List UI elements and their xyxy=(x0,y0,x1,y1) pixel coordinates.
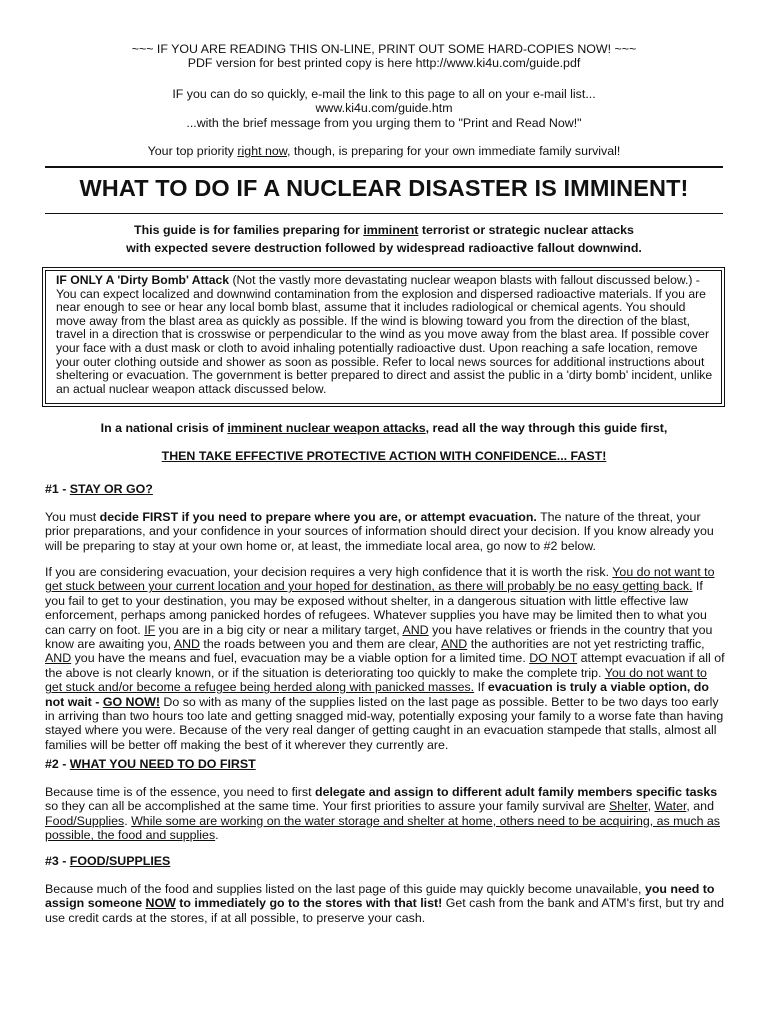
section-2-paragraph: Because time is of the essence, you need to first delegate and assign to different adult family members specific tasks so they can all be accomplished at the same time. Your first priorities to assure your family survival are Shelter, Water, and Food/Supplies. While some are working on the water storage and shelter at home, others need to be acquiring, as much as possible, the food and supplies. xyxy=(45,785,720,843)
intro-text: This guide is for families preparing for imminent terrorist or strategic nuclear attacks with expected severe destruction followed by widespread radioactive fallout downwind. xyxy=(126,223,642,255)
then-take-action-line: THEN TAKE EFFECTIVE PROTECTIVE ACTION WITH CONFIDENCE... FAST! xyxy=(161,449,607,463)
pdf-link-line: PDF version for best printed copy is here http://www.ki4u.com/guide.pdf xyxy=(187,56,581,71)
section-3-heading: #3 - FOOD/SUPPLIES xyxy=(45,854,171,868)
dirty-bomb-text: (Not the vastly more devastating nuclear weapon blasts with fallout discussed below.) - You can expect localized and downwind contamination from the explosion and dispersed radioactive materials. If you are near enough to see or hear any local bomb blast, assume that it includes radiological or chemical agents. You should move away from the blast area as quickly as possible. If the wind is blowing toward you from the direction of the blast, travel in a direction that is crosswise or perpendicular to the wind as you move away from the blast area. If possible cover your face with a dust mask or cloth to avoid inhaling potentially radioactive dust. Upon reaching a safe location, remove your outer clothing outside and shower as soon as possible. Refer to local news sources for additional instructions about sheltering or evacuation. The government is better prepared to direct and assist the public in a 'dirty bomb' incident, unlike an actual nuclear weapon attack discussed below. xyxy=(56,273,713,396)
dirty-bomb-lead: IF ONLY A 'Dirty Bomb' Attack xyxy=(56,273,230,287)
right-now-text: right now xyxy=(237,144,288,158)
message-line: ...with the brief message from you urging them to "Print and Read Now!" xyxy=(186,115,582,130)
header-notice xyxy=(0,42,768,71)
priority-line: Your top priority right now, though, is preparing for your own immediate family survival! xyxy=(147,144,621,158)
print-notice: ~~~ IF YOU ARE READING THIS ON-LINE, PRINT OUT SOME HARD-COPIES NOW! ~~~ xyxy=(131,42,637,56)
title-top-rule xyxy=(45,166,723,168)
section-1-paragraph-1: You must decide FIRST if you need to prepare where you are, or attempt evacuation. The nature of the threat, your prior preparations, and your confidence in your sources of information should direct your decision. If you know already you will be preparing to stay at your own home or, at least, the immediate local area, go now to #2 below. xyxy=(45,510,714,553)
section-3-paragraph: Because much of the food and supplies listed on the last page of this guide may quickly become unavailable, you need to assign someone NOW to immediately go to the stores with that list! Get cash from the bank and ATM's first, but try and use credit cards at the stores, if at all possible, to preserve your cash. xyxy=(45,882,725,925)
crisis-line: In a national crisis of imminent nuclear weapon attacks, read all the way through this guide first, xyxy=(100,421,668,435)
email-line: IF you can do so quickly, e-mail the link to this page to all on your e-mail list... xyxy=(172,87,596,101)
title-bottom-rule xyxy=(45,213,723,214)
section-2-heading: #2 - WHAT YOU NEED TO DO FIRST xyxy=(45,757,256,771)
page-title: WHAT TO DO IF A NUCLEAR DISASTER IS IMMINENT! xyxy=(79,175,689,201)
section-1-paragraph-2: If you are considering evacuation, your decision requires a very high confidence that it is worth the risk. You do not want to get stuck between your current location and your hoped for destination, as there will probably be no easy getting back. If you fail to get to your destination, you may be exposed without shelter, in a dangerous situation with little effective law enforcement, perhaps among panicked hordes of refugees. Whatever supplies you have may be limited then to what you can carry on foot. IF you are in a big city or near a military target, AND you have relatives or friends in the country that you know are awaiting you, AND the roads between you and them are clear, AND the authorities are not yet restricting traffic, AND you have the means and fuel, evacuation may be a viable option for a limited time. DO NOT attempt evacuation if all of the above is not clearly known, or if the situation is deteriorating too quickly to make the complete trip. You do not want to get stuck and/or become a refugee being herded along with panicked masses. If evacuation is truly a viable option, do not wait - GO NOW! Do so with as many of the supplies listed on the last page as possible. Better to be two days too early in arriving than two hours too late and getting snagged mid-way, potentially exposing your family to a worse fate than having stayed where you were. Because of the very real danger of getting caught in an evacuation stampede that stalls, almost all families will be better off making the best of it wherever they currently are. xyxy=(45,565,725,752)
dirty-bomb-box xyxy=(42,267,725,407)
email-notice xyxy=(0,87,768,130)
section-1-heading: #1 - STAY OR GO? xyxy=(45,482,153,496)
guide-url: www.ki4u.com/guide.htm xyxy=(315,101,453,116)
